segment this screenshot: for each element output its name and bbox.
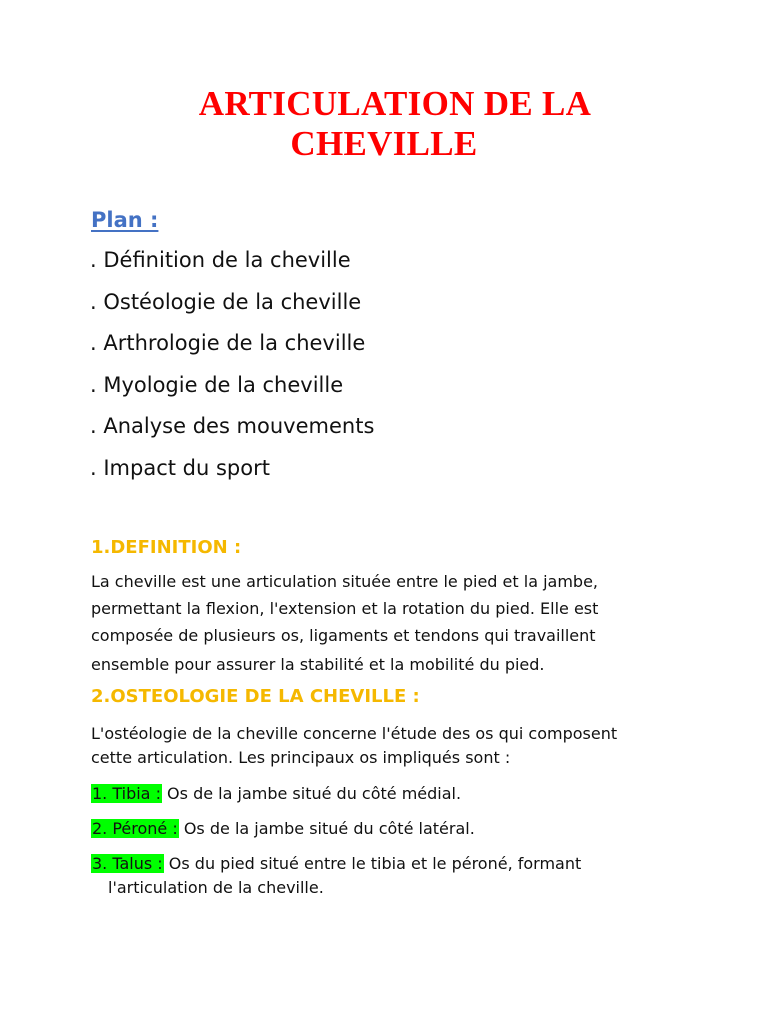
bone-item-talus (91, 852, 711, 900)
title-line-2: CHEVILLE (290, 124, 478, 163)
plan-item: . Définition de la cheville (90, 248, 351, 272)
paragraph-line: La cheville est une articulation située entre le pied et la jambe, (91, 572, 598, 591)
document-title (0, 84, 768, 164)
osteologie-intro-paragraph (91, 722, 691, 770)
bone-label-highlight: 1. Tibia : (92, 784, 161, 803)
bone-item-line (91, 817, 711, 841)
bone-description: Os de la jambe situé du côté médial. (161, 784, 462, 803)
plan-item: . Ostéologie de la cheville (90, 289, 362, 314)
plan-item: . Impact du sport (90, 455, 270, 480)
bone-description: Os du pied situé entre le tibia et le péroné, formant (163, 854, 582, 873)
paragraph-line: L'ostéologie de la cheville concerne l'étude des os qui composent (91, 724, 618, 743)
paragraph-line: permettant la flexion, l'extension et la rotation du pied. Elle est (91, 599, 599, 618)
paragraph-line: composée de plusieurs os, ligaments et tendons qui travaillent (91, 626, 596, 645)
bone-label-highlight: 3. Talus : (92, 854, 163, 873)
plan-heading: Plan : (91, 208, 159, 232)
bone-item-perone (91, 817, 711, 841)
section-heading-definition: 1.DEFINITION : (91, 537, 242, 558)
definition-paragraph (91, 568, 691, 678)
paragraph-line: cette articulation. Les principaux os impliqués sont : (91, 748, 511, 767)
section-heading-osteologie: 2.OSTEOLOGIE DE LA CHEVILLE : (91, 686, 420, 707)
bone-label-highlight: 2. Péroné : (92, 819, 178, 838)
paragraph-line: ensemble pour assurer la stabilité et la mobilité du pied. (91, 655, 545, 674)
plan-list (90, 246, 374, 496)
plan-item: . Analyse des mouvements (90, 414, 375, 439)
bone-description-continuation: l'articulation de la cheville. (108, 878, 324, 897)
plan-item: . Arthrologie de la cheville (90, 331, 366, 356)
bone-description: Os de la jambe situé du côté latéral. (178, 819, 475, 838)
bone-item-tibia (91, 782, 711, 806)
plan-item: . Myologie de la cheville (90, 372, 344, 397)
bone-item-line (91, 782, 711, 806)
bone-item-line (91, 852, 711, 876)
title-line-1: ARTICULATION DE LA (198, 84, 592, 123)
